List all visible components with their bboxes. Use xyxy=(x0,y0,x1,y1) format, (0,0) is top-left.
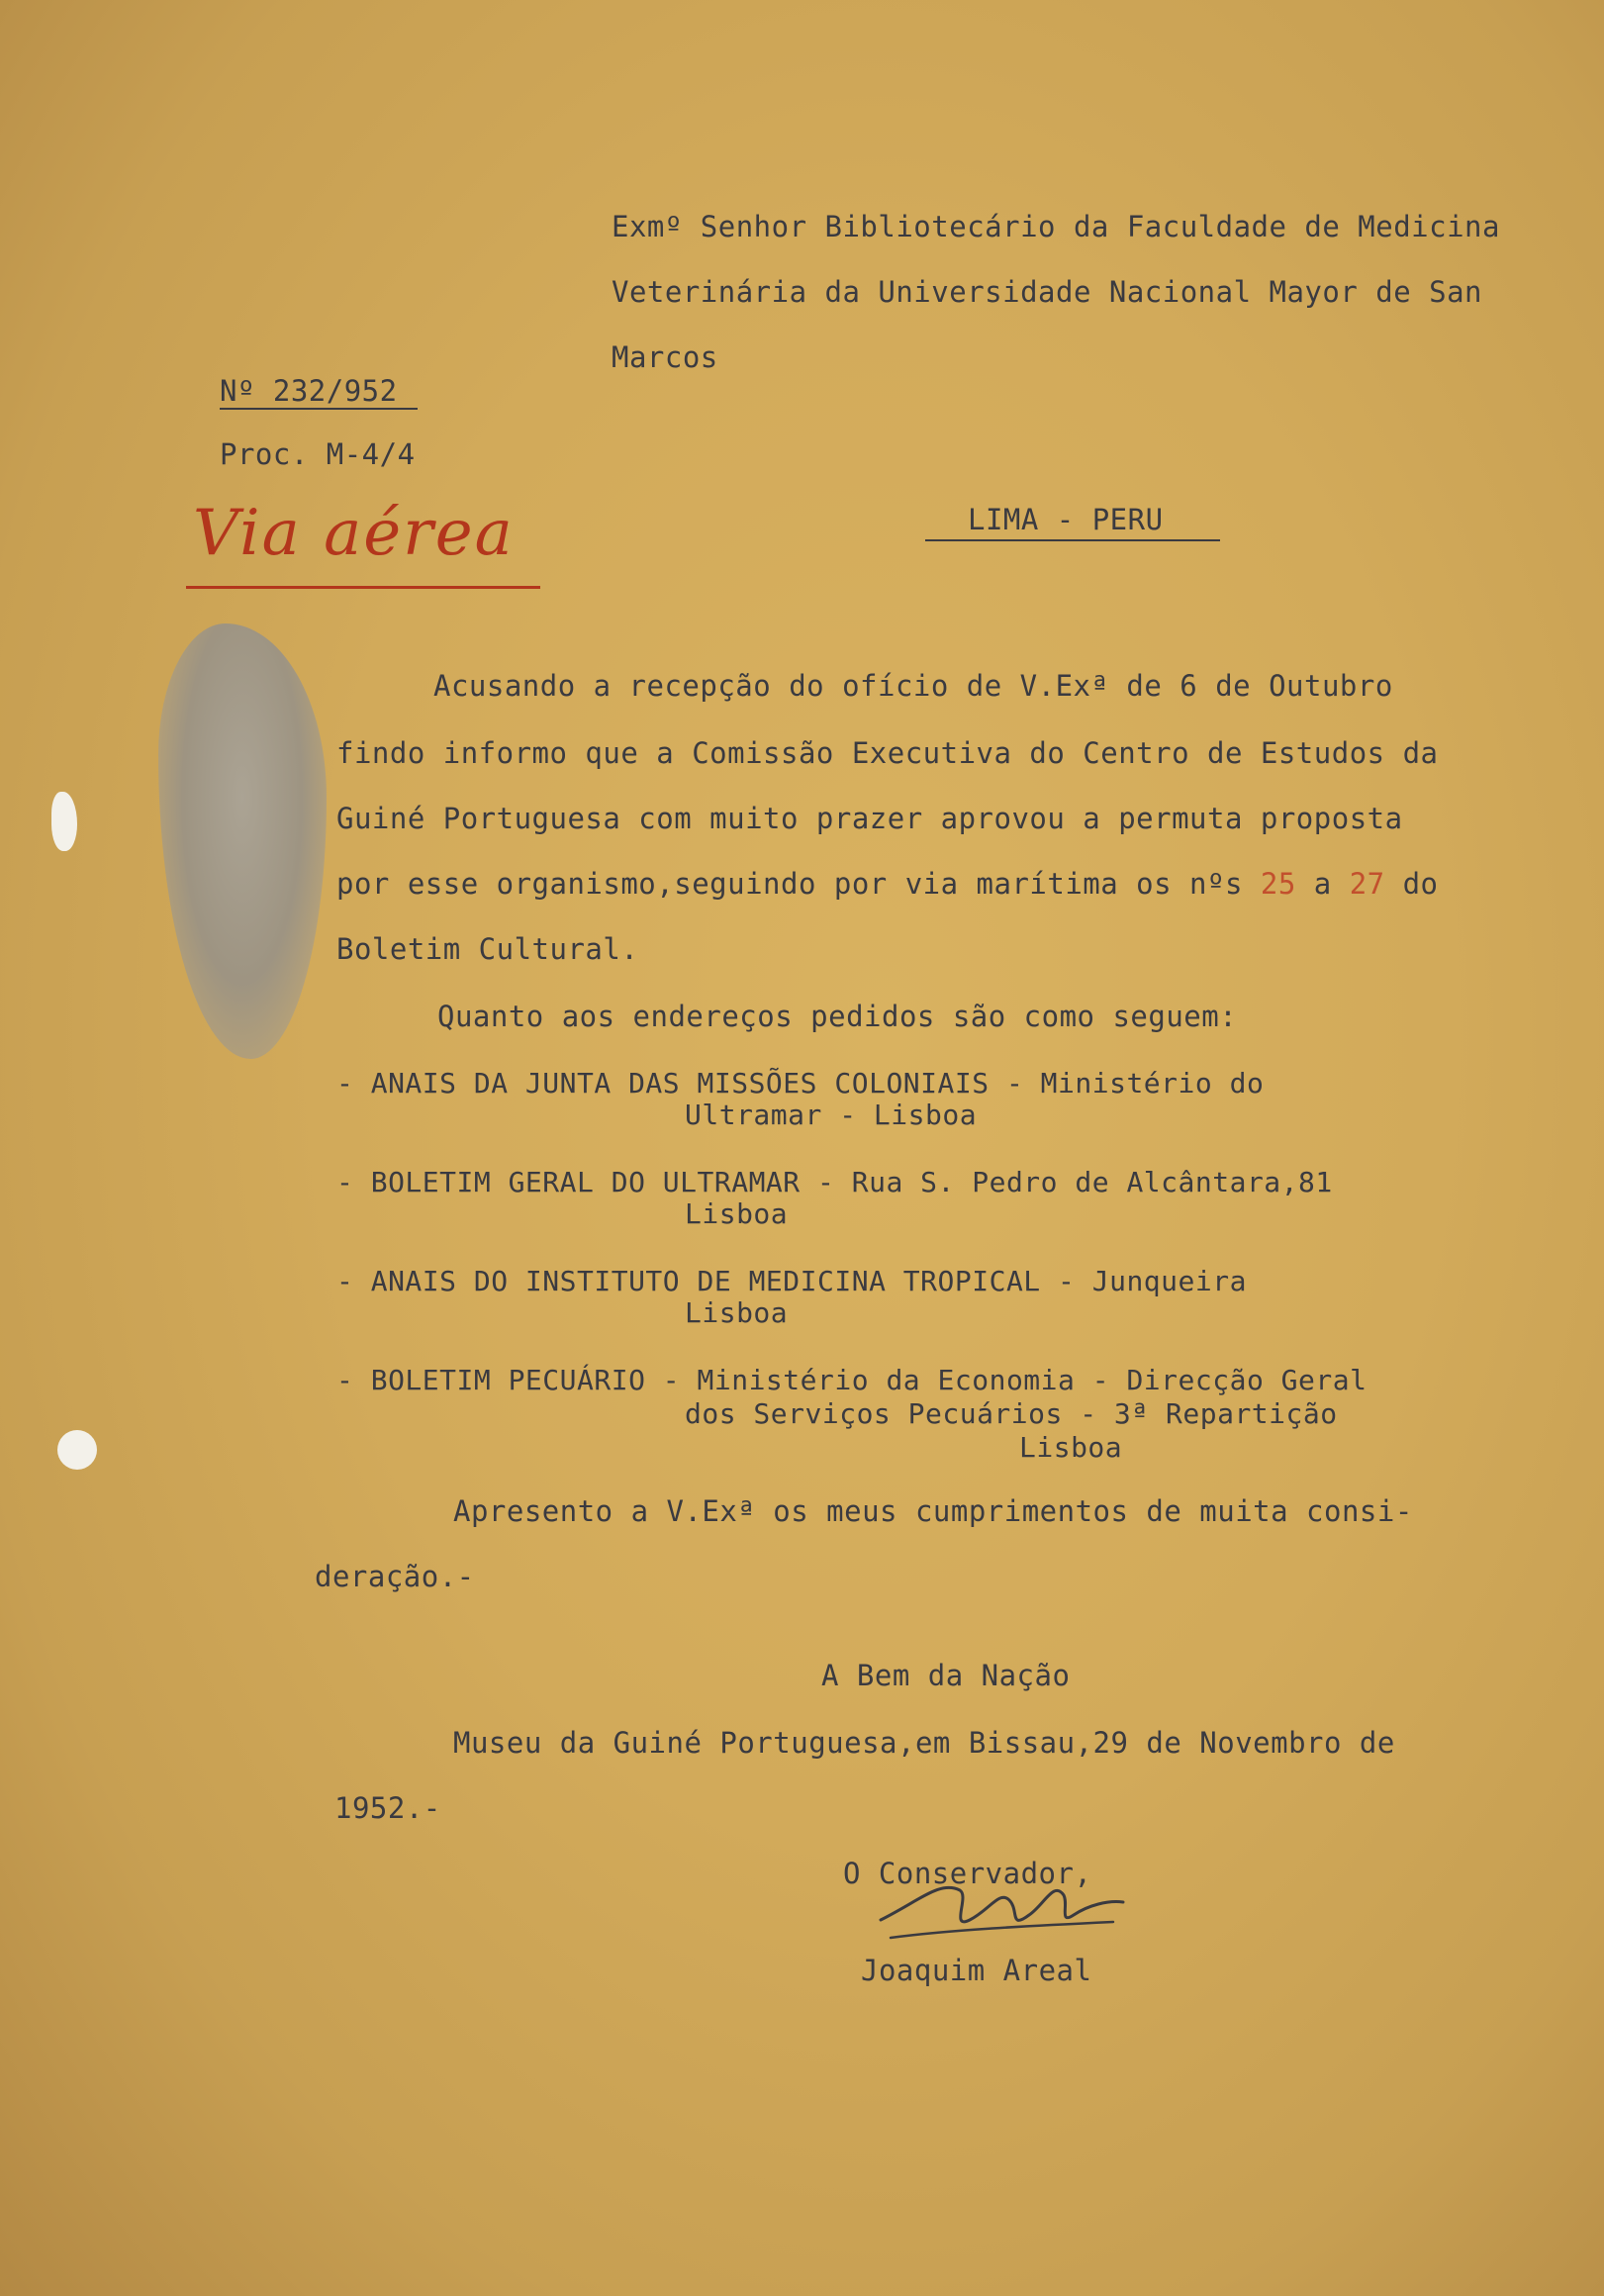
body-line-4 xyxy=(336,867,1439,901)
water-stain xyxy=(158,623,327,1059)
body-line-4-mid: a xyxy=(1295,867,1350,901)
reference-number: Nº 232/952 xyxy=(220,374,398,408)
punch-hole-top xyxy=(51,792,77,851)
salutation: A Bem da Nação xyxy=(821,1659,1071,1692)
closing-line-2: deração.- xyxy=(315,1560,475,1593)
place-date-line-1: Museu da Guiné Portuguesa,em Bissau,29 de Novembro de xyxy=(453,1726,1395,1760)
place-date-line-2: 1952.- xyxy=(334,1791,441,1825)
punch-hole-bottom xyxy=(57,1430,97,1470)
address-4-line-1: - BOLETIM PECUÁRIO - Ministério da Economia - Direcção Geral xyxy=(336,1364,1368,1396)
body-line-3: Guiné Portuguesa com muito prazer aprovou a permuta proposta xyxy=(336,802,1403,835)
address-1-line-1: - ANAIS DA JUNTA DAS MISSÕES COLONIAIS - Ministério do xyxy=(336,1067,1265,1100)
destination: LIMA - PERU xyxy=(968,503,1164,536)
addressee-line-2: Veterinária da Universidade Nacional Mayor de San xyxy=(612,275,1483,309)
addressee-line-1: Exmº Senhor Bibliotecário da Faculdade de Medicina xyxy=(612,210,1500,243)
address-3-line-1: - ANAIS DO INSTITUTO DE MEDICINA TROPICAL - Junqueira xyxy=(336,1265,1247,1297)
issue-number-end: 27 xyxy=(1349,867,1385,901)
body-paragraph-2: Quanto aos endereços pedidos são como seguem: xyxy=(437,1000,1238,1033)
body-line-4-end: do xyxy=(1384,867,1439,901)
address-2-line-1: - BOLETIM GERAL DO ULTRAMAR - Rua S. Pedro de Alcântara,81 xyxy=(336,1166,1333,1198)
signatory-role: O Conservador, xyxy=(843,1857,1092,1890)
address-4-line-2: dos Serviços Pecuários - 3ª Repartição xyxy=(685,1397,1338,1430)
handwritten-signature xyxy=(861,1861,1138,1960)
signatory-name: Joaquim Areal xyxy=(861,1954,1092,1987)
airmail-note: Via aérea xyxy=(193,497,515,570)
reference-underline xyxy=(220,408,418,410)
body-line-4-start: por esse organismo,seguindo por via marítima os nºs xyxy=(336,867,1261,901)
reference-proc: Proc. M-4/4 xyxy=(220,437,416,471)
closing-line-1: Apresento a V.Exª os meus cumprimentos de muita consi- xyxy=(453,1494,1413,1528)
address-1-line-2: Ultramar - Lisboa xyxy=(685,1099,978,1131)
body-line-1: Acusando a recepção do ofício de V.Exª de 6 de Outubro xyxy=(433,669,1393,703)
addressee-line-3: Marcos xyxy=(612,340,718,374)
address-4-line-3: Lisboa xyxy=(1019,1431,1123,1464)
issue-number-start: 25 xyxy=(1260,867,1296,901)
destination-underline xyxy=(925,539,1220,541)
body-line-2: findo informo que a Comissão Executiva do Centro de Estudos da xyxy=(336,736,1439,770)
airmail-underline xyxy=(186,586,540,589)
address-2-line-2: Lisboa xyxy=(685,1197,789,1230)
address-3-line-2: Lisboa xyxy=(685,1296,789,1329)
body-line-5: Boletim Cultural. xyxy=(336,932,639,966)
